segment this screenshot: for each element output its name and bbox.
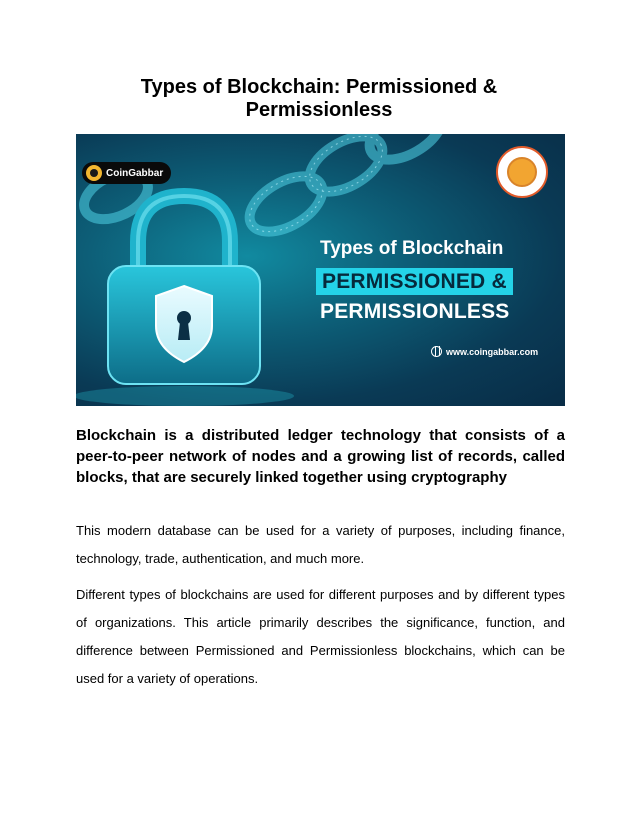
body-paragraph: This modern database can be used for a variety of purposes, including finance, technology, trade, authentication, and much more.	[76, 523, 565, 566]
banner-website	[431, 346, 538, 357]
page-title: Types of Blockchain: Permissioned & Permissionless	[140, 76, 498, 121]
lead-paragraph: Blockchain is a distributed ledger technology that consists of a peer-to-peer network of nodes and a growing list of records, called blocks, that are securely linked together using cryptography	[76, 427, 565, 486]
banner-heading	[316, 238, 561, 324]
globe-icon	[431, 346, 442, 357]
body-paragraph: Different types of blockchains are used for different purposes and by different types of organizations. This article primarily describes the significance, function, and difference between Permissioned and Permissionless blockchains, which can be used for a variety of operations.	[76, 587, 565, 686]
brand-logo-icon	[86, 165, 102, 181]
coin-gabbar-seal-icon	[496, 146, 548, 198]
banner-heading-line1: Types of Blockchain	[320, 238, 504, 259]
brand-name: CoinGabbar	[106, 167, 164, 179]
brand-badge	[82, 162, 171, 184]
hero-banner-image	[76, 134, 565, 406]
banner-heading-line3: PERMISSIONLESS	[320, 300, 510, 323]
website-text: www.coingabbar.com	[446, 346, 539, 357]
banner-heading-line2: PERMISSIONED &	[316, 268, 513, 295]
